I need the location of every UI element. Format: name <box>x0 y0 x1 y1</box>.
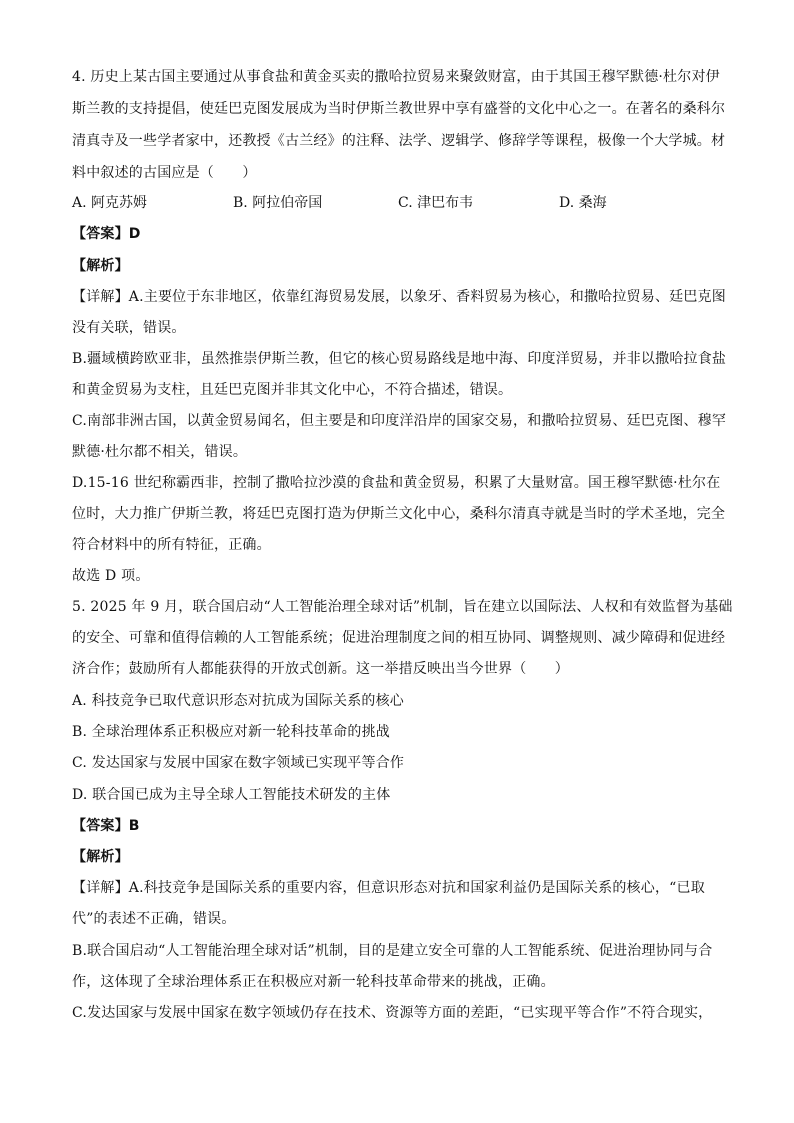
q5-detail-line-5: C.发达国家与发展中国家在数字领域仍存在技术、资源等方面的差距，“已实现平等合作”不符合现实， <box>72 1005 713 1021</box>
q4-option-d: D. 桑海 <box>559 195 607 211</box>
q5-detail-line-2: 代”的表述不正确，错误。 <box>72 911 236 927</box>
q5-answer: 【答案】B <box>72 818 140 834</box>
q5-stem-line-3: 济合作；鼓励所有人都能获得的开放式创新。这一举措反映出当今世界（ ） <box>72 661 569 677</box>
q4-analysis-label: 【解析】 <box>72 258 129 274</box>
q5-option-b: B. 全球治理体系正积极应对新一轮科技革命的挑战 <box>72 724 390 740</box>
q5-stem-line-2: 的安全、可靠和值得信赖的人工智能系统；促进治理制度之间的相互协同、调整规则、减少障碍和促进经 <box>72 630 726 646</box>
q4-detail-line-5: C.南部非洲古国，以黄金贸易闻名，但主要是和印度洋沿岸的国家交易，和撒哈拉贸易、廷巴克图、穆罕 <box>72 413 727 429</box>
q4-detail-line-1: 【详解】A.主要位于东非地区，依靠红海贸易发展，以象牙、香料贸易为核心，和撒哈拉贸易、廷巴克图 <box>72 289 726 305</box>
q4-option-b: B. 阿拉伯帝国 <box>233 195 323 211</box>
q5-option-a: A. 科技竞争已取代意识形态对抗成为国际关系的核心 <box>72 693 405 709</box>
q4-option-c: C. 津巴布韦 <box>398 195 474 211</box>
q4-option-a: A. 阿克苏姆 <box>72 195 148 211</box>
q5-detail-line-3: B.联合国启动“人工智能治理全球对话”机制，目的是建立安全可靠的人工智能系统、促进治理协同与合 <box>72 943 713 959</box>
q4-detail-line-3: B.疆域横跨欧亚非，虽然推崇伊斯兰教，但它的核心贸易路线是地中海、印度洋贸易，并非以撒哈拉食盐 <box>72 351 727 367</box>
q4-stem-line-2: 斯兰教的支持提倡，使廷巴克图发展成为当时伊斯兰教世界中享有盛誉的文化中心之一。在著名的桑科尔 <box>72 101 726 117</box>
q4-detail-line-7: D.15-16 世纪称霸西非，控制了撒哈拉沙漠的食盐和黄金贸易，积累了大量财富。国王穆罕默德·杜尔在 <box>72 475 721 491</box>
q5-detail-line-4: 作，这体现了全球治理体系正在积极应对新一轮科技革命带来的挑战，正确。 <box>72 974 555 990</box>
q4-stem-line-1: 4. 历史上某古国主要通过从事食盐和黄金买卖的撒哈拉贸易来聚敛财富，由于其国王穆罕默德·杜尔对伊 <box>72 69 720 85</box>
q4-detail-line-6: 默德·杜尔都不相关，错误。 <box>72 444 248 460</box>
q5-stem-line-1: 5. 2025 年 9 月，联合国启动“人工智能治理全球对话”机制，旨在建立以国际法、人权和有效监督为基础 <box>72 599 733 615</box>
q4-answer: 【答案】D <box>72 226 141 242</box>
q4-detail-line-4: 和黄金贸易为支柱，且廷巴克图并非其文化中心，不符合描述，错误。 <box>72 382 513 398</box>
q4-detail-line-9: 符合材料中的所有特征，正确。 <box>72 537 271 553</box>
q4-conclusion: 故选 D 项。 <box>72 568 150 584</box>
q5-detail-line-1: 【详解】A.科技竞争是国际关系的重要内容，但意识形态对抗和国家利益仍是国际关系的核心，“已取 <box>72 880 705 896</box>
q4-detail-line-8: 位时，大力推广伊斯兰教，将廷巴克图打造为伊斯兰文化中心，桑科尔清真寺就是当时的学术圣地，完全 <box>72 506 726 522</box>
q5-option-c: C. 发达国家与发展中国家在数字领域已实现平等合作 <box>72 755 405 771</box>
q5-analysis-label: 【解析】 <box>72 849 129 865</box>
q4-stem-line-4: 料中叙述的古国应是（ ） <box>72 165 257 181</box>
q5-option-d: D. 联合国已成为主导全球人工智能技术研发的主体 <box>72 787 391 803</box>
q4-detail-line-2: 没有关联，错误。 <box>72 320 186 336</box>
q4-stem-line-3: 清真寺及一些学者家中，还教授《古兰经》的注释、法学、逻辑学、修辞学等课程，极像一个大学城。材 <box>72 133 726 149</box>
